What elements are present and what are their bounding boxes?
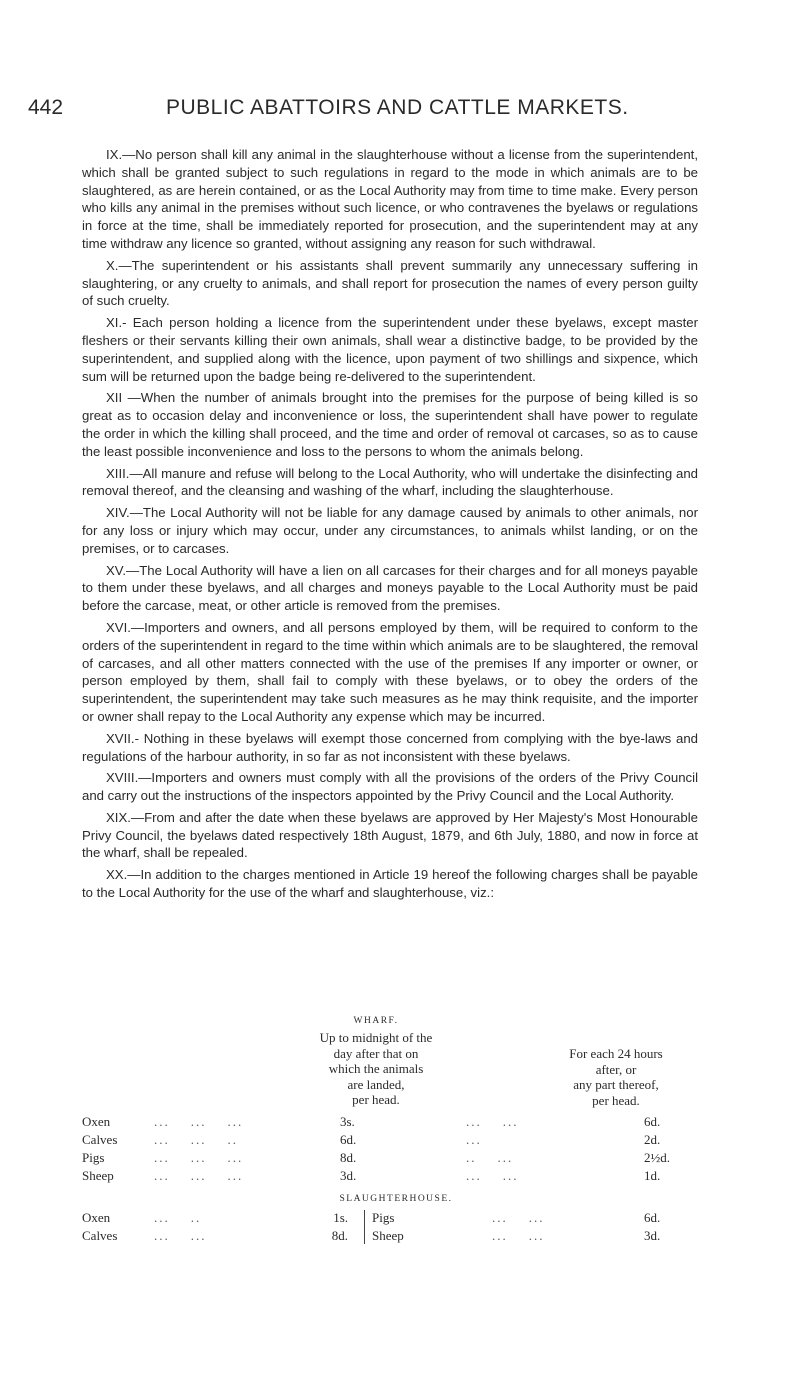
body-text: [82, 146, 698, 906]
leader-dots: .. ...: [466, 1150, 514, 1165]
animal-name: Sheep: [372, 1228, 404, 1243]
wharf-rate-first: 3d.: [340, 1168, 357, 1183]
wharf-rate-after: 2½d.: [644, 1150, 670, 1165]
slaughter-rate: 3d.: [644, 1228, 661, 1243]
leader-dots: ... ...: [492, 1210, 545, 1225]
leader-dots: ... ..: [154, 1210, 202, 1225]
article-xii: XII —When the number of animals brought into the premises for the purpose of being killed is so great as to occasion delay and inconvenience or loss, the superintendent shall have power to regulate the order in which the killing shall proceed, and the time and order of removal ot carcases, so as to cause the least possible inconvenience and loss to the persons to whom the animals belong.: [82, 390, 698, 459]
article-xi: XI.- Each person holding a licence from the superintendent under these byelaws, except master fleshers or their servants killing their own animals, shall wear a distinctive badge, to be provided by the superintendent, and supplied along with the licence, upon payment of two shillings and sixpence, which sum will be returned upon the badge being re-delivered to the superintendent.: [82, 315, 698, 384]
leader-dots: ... ...: [466, 1114, 519, 1129]
wharf-caption: WHARF.: [353, 1016, 399, 1026]
col1-heading-line: are landed,: [347, 1076, 405, 1092]
wharf-rate-first: 6d.: [340, 1132, 357, 1147]
col1-heading-line: which the animals: [328, 1061, 424, 1076]
leader-dots: ... ... ...: [154, 1168, 244, 1183]
wharf-rate-after: 6d.: [644, 1114, 661, 1129]
slaughterhouse-caption: SLAUGHTERHOUSE.: [339, 1194, 453, 1204]
animal-name: Calves: [82, 1228, 118, 1243]
leader-dots: ... ... ...: [154, 1114, 244, 1129]
slaughter-rate: 8d.: [331, 1228, 348, 1243]
col2-heading-line: For each 24 hours: [569, 1046, 663, 1061]
leader-dots: ... ...: [466, 1168, 519, 1183]
wharf-rate-first: 8d.: [340, 1150, 357, 1165]
leader-dots: ... ...: [154, 1228, 207, 1243]
article-ix: IX.—No person shall kill any animal in the slaughterhouse without a license from the superintendent, which shall be granted subject to such regulations in regard to the mode in which animals are to be slaughtered, as are herein contained, or as the Local Authority may from time to time make. Every person who kills any animal in the premises without such licence, or who contravenes the byelaws or regulations in force at the time, shall be immediately reported for prosecution, and the superintendent may at any time withdraw any licence so granted, without assigning any reason for such withdrawal.: [82, 147, 698, 251]
article-xx: XX.—In addition to the charges mentioned in Article 19 hereof the following charges shall be payable to the Local Authority for the use of the wharf and slaughterhouse, viz.:: [82, 867, 698, 901]
animal-name: Calves: [82, 1132, 118, 1147]
slaughter-rate: 6d.: [644, 1210, 661, 1225]
wharf-row: [82, 1150, 698, 1166]
col1-heading-line: day after that on: [333, 1045, 419, 1061]
animal-name: Sheep: [82, 1168, 114, 1183]
page-header: [28, 96, 800, 126]
wharf-row: [82, 1114, 698, 1130]
wharf-rate-after: 2d.: [644, 1132, 661, 1147]
animal-name: Pigs: [82, 1150, 105, 1165]
article-xiii: XIII.—All manure and refuse will belong to the Local Authority, who will undertake the disinfecting and removal thereof, and the cleansing and washing of the wharf, including the slaughterhouse.: [82, 465, 698, 499]
wharf-row: [82, 1168, 698, 1184]
wharf-row: [82, 1132, 698, 1148]
article-xv: XV.—The Local Authority will have a lien on all carcases for their charges and for all moneys payable to them under these byelaws, and all charges and moneys payable to the Local Authority must be paid before the carcase, meat, or other article is removed from the premises.: [82, 562, 698, 614]
page-number: 442: [28, 96, 64, 119]
wharf-col1-heading: [296, 1030, 456, 1108]
wharf-col2-heading: [534, 1046, 698, 1108]
running-title: PUBLIC ABATTOIRS AND CATTLE MARKETS.: [166, 96, 629, 119]
animal-name: Oxen: [82, 1210, 111, 1225]
slaughter-rate: 1s.: [333, 1210, 348, 1225]
wharf-rate-after: 1d.: [644, 1168, 661, 1183]
leader-dots: ...: [466, 1132, 482, 1147]
article-xvii: XVII.- Nothing in these byelaws will exempt those concerned from complying with the bye-laws and regulations of the harbour authority, in so far as not inconsistent with these byelaws.: [82, 730, 698, 764]
animal-name: Oxen: [82, 1114, 111, 1129]
col2-heading-line: after, or: [595, 1061, 637, 1077]
animal-name: Pigs: [372, 1210, 395, 1225]
slaughterhouse-row: [82, 1210, 698, 1226]
col1-heading-line: per head.: [352, 1092, 400, 1107]
wharf-rate-first: 3s.: [340, 1114, 355, 1129]
col1-heading-line: Up to midnight of the: [319, 1030, 433, 1045]
article-xix: XIX.—From and after the date when these byelaws are approved by Her Majesty's Most Honourable Privy Council, the byelaws dated respectively 18th August, 1879, and 6th July, 1880, and now in force at the wharf, shall be repealed.: [82, 809, 698, 861]
article-xviii: XVIII.—Importers and owners must comply with all the provisions of the orders of the Privy Council and carry out the instructions of the inspectors appointed by the Privy Council and the Local Authority.: [82, 770, 698, 804]
leader-dots: ... ... ...: [154, 1150, 244, 1165]
leader-dots: ... ...: [492, 1228, 545, 1243]
col2-heading-line: per head.: [592, 1092, 640, 1108]
article-xvi: XVI.—Importers and owners, and all persons employed by them, will be required to conform to the orders of the superintendent in regard to the time within which animals are to be slaughtered, the removal of carcases, and all other matters connected with the use of the premises If any importer or owner, or person employed by them, shall fail to comply with these byelaws, or to obey the orders of the superintendent, the superintendent may take such measures as he may think requisite, and the importer or owner shall repay to the Local Authority any expense which may be incurred.: [82, 619, 698, 724]
slaughterhouse-row: [82, 1228, 698, 1244]
article-xiv: XIV.—The Local Authority will not be liable for any damage caused by animals to other animals, nor for any loss or injury which may occur, under any circumstances, to animals whilst landing, or on the premises, or to carcases.: [82, 505, 698, 556]
article-x: X.—The superintendent or his assistants shall prevent summarily any unnecessary suffering in slaughtering, or any cruelty to animals, and shall report for prosecution the names of every person guilty of such cruelty.: [82, 257, 698, 309]
col2-heading-line: any part thereof,: [573, 1077, 659, 1092]
leader-dots: ... ... ..: [154, 1132, 238, 1147]
